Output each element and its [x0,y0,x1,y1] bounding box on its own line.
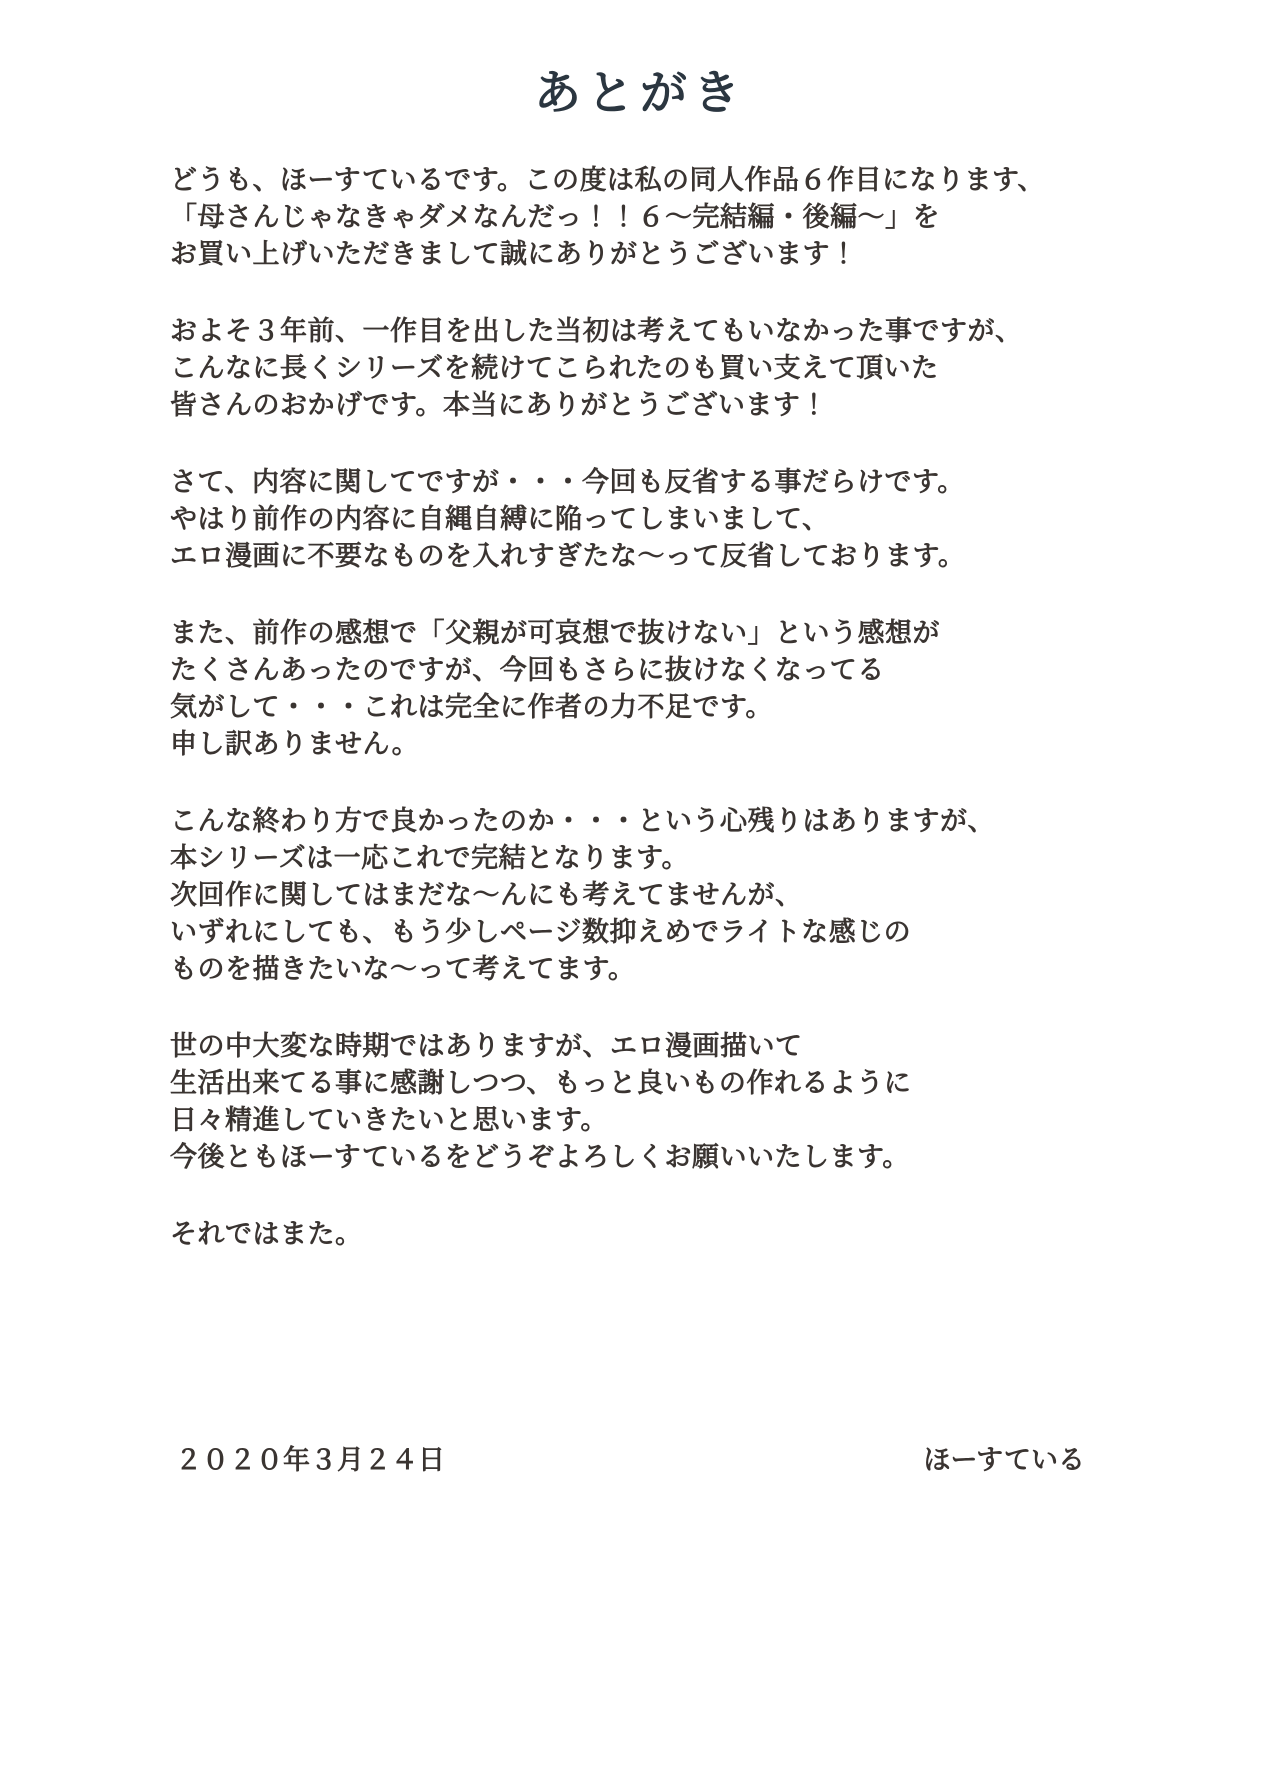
text-line: お買い上げいただきまして誠にありがとうございます！ [170,239,858,269]
text-line: こんなに長くシリーズを続けてこられたのも買い支えて頂いた [170,353,939,383]
text-line: いずれにしても、もう少しページ数抑えめでライトな感じの [170,917,912,947]
text-line: 気がして・・・これは完全に作者の力不足です。 [170,692,773,722]
text-line: 本シリーズは一応これで完結となります。 [170,843,689,873]
text-line: 申し訳ありません。 [170,729,420,759]
paragraph-feedback [170,615,1130,763]
text-line: 「母さんじゃなきゃダメなんだっ！！６～完結編・後編～」を [170,202,940,232]
text-line: 次回作に関してはまだな～んにも考えてませんが、 [170,880,803,910]
text-line: 生活出来てる事に感謝しつつ、もっと良いもの作れるように [170,1068,912,1098]
afterword-body [0,162,1280,1253]
page-title: あとがき [534,66,746,119]
text-line: さて、内容に関してですが・・・今回も反省する事だらけです。 [170,467,965,497]
paragraph-outlook [170,1028,1130,1176]
footer [175,1438,1085,1477]
paragraph-thanks [170,313,1130,424]
text-line: 世の中大変な時期ではありますが、エロ漫画描いて [170,1031,803,1061]
text-line: やはり前作の内容に自縄自縛に陥ってしまいまして、 [170,504,830,534]
text-line: 日々精進していきたいと思います。 [170,1105,608,1135]
text-line: また、前作の感想で「父親が可哀想で抜けない」という感想が [170,618,940,648]
text-line: それではまた。 [170,1219,363,1249]
text-line: およそ３年前、一作目を出した当初は考えてもいなかった事ですが、 [170,316,1023,346]
paragraph-greeting [170,162,1130,273]
paragraph-series-end [170,803,1130,988]
text-line: エロ漫画に不要なものを入れすぎたな～って反省しております。 [170,541,966,571]
text-line: ものを描きたいな～って考えてます。 [170,954,636,984]
text-line: たくさんあったのですが、今回もさらに抜けなくなってる [170,655,885,685]
text-line: どうも、ほーすているです。この度は私の同人作品６作目になります、 [170,165,1045,195]
text-line: 皆さんのおかげです。本当にありがとうございます！ [170,390,828,420]
date-text: ２０２０年３月２４日 [175,1445,445,1475]
text-line: こんな終わり方で良かったのか・・・という心残りはありますが、 [170,806,995,836]
text-line: 今後ともほーすているをどうぞよろしくお願いいたします。 [170,1142,910,1172]
author-name: ほーすている [923,1445,1085,1475]
paragraph-farewell [170,1216,1130,1253]
paragraph-reflection [170,464,1130,575]
